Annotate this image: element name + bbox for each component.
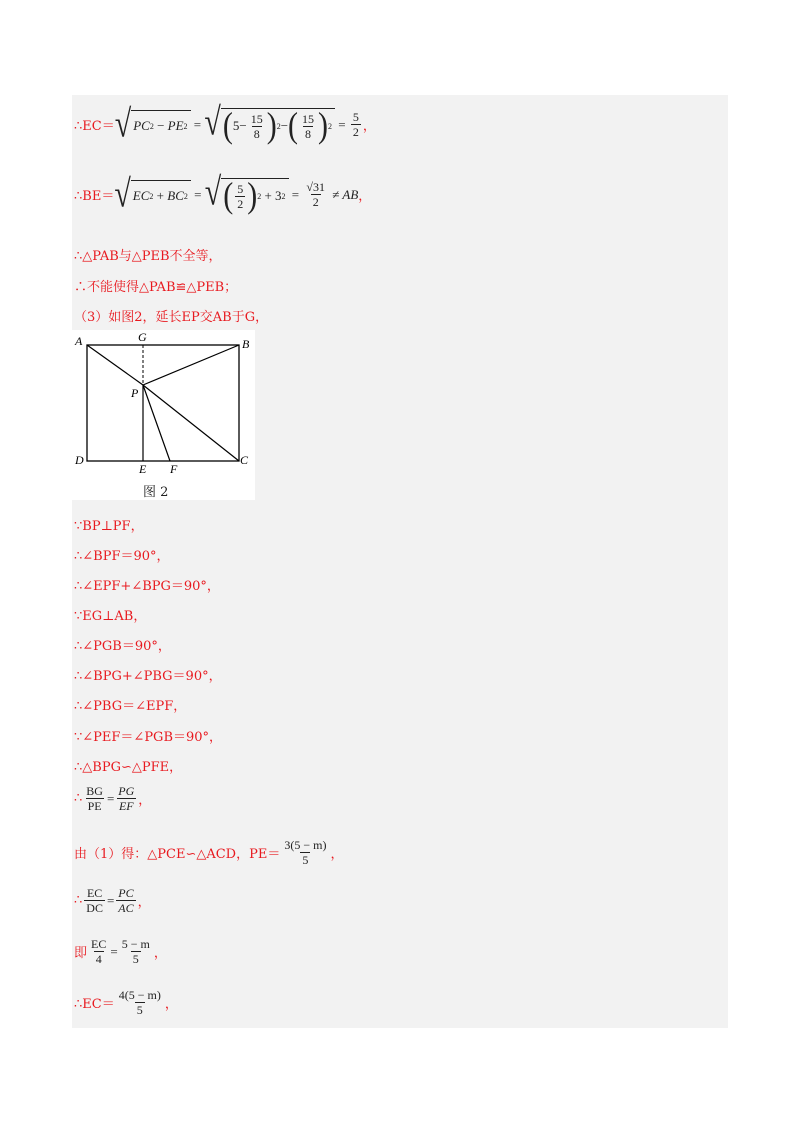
proof-line-4: ∵EG⊥AB， bbox=[74, 609, 147, 624]
proof-line-5: ∴∠PGB＝90°， bbox=[74, 639, 171, 654]
ie-line: 即 $\frac{EC}{4}$ = $\frac{5 - m}{5}$ ， bbox=[74, 937, 167, 966]
be-equation: ∴BE＝ √ EC 2 + BC 2 = √ ( $\frac{5}{2}$ ) 2 + 3 2 = $\frac{√31}{2}$ ≠ AB ， bbox=[74, 170, 372, 216]
be-sqrt: √ EC 2 + BC 2 = √ ( $\frac{5}{2}$ ) 2 + 3 2 = $\frac{√31}{2}$ ≠ AB bbox=[114, 170, 359, 216]
svg-text:A: A bbox=[75, 334, 83, 348]
svg-text:E: E bbox=[139, 462, 147, 476]
proof-line-1: ∵BP⊥PF， bbox=[74, 519, 144, 534]
svg-text:P: P bbox=[131, 386, 139, 400]
ratio-line-1: ∴ $\frac{BG}{PE}$ = $\frac{PG}{EF}$ ， bbox=[74, 784, 152, 813]
proof-line-6: ∴∠BPG+∠PBG＝90°， bbox=[74, 669, 222, 684]
ec-prefix: ∴EC＝ bbox=[74, 119, 115, 134]
figure-caption: 图 2 bbox=[143, 485, 169, 500]
from-part1-line: 由（1）得：△PCE∽△ACD，PE＝ $\frac{3(5 - m)}{5}$ ， bbox=[74, 838, 344, 867]
svg-text:B: B bbox=[242, 337, 250, 351]
proof-line-8: ∵∠PEF＝∠PGB＝90°， bbox=[74, 730, 223, 745]
ec-sqrt-1: √ PC 2 − PE 2 = √ ( 5 − $\frac{15}{8}$ ) 2 − ( $\frac{15}{8}$ ) 2 = $\frac{5}{2}$ bbox=[114, 100, 359, 146]
ratio-line-2: ∴ $\frac{EC}{DC}$ = $\frac{PC}{AC}$ ， bbox=[74, 886, 151, 915]
geometry-diagram bbox=[72, 330, 255, 500]
part3-line: （3）如图2，延长EP交AB于G， bbox=[74, 310, 269, 325]
proof-line-2: ∴∠BPF＝90°， bbox=[74, 549, 170, 564]
ec-equation: ∴EC＝ √ PC 2 − PE 2 = √ ( 5 − $\frac{15}{8}$ ) 2 − ( $\frac{15}{8}$ ) 2 = $\frac{5}{2}$ ， bbox=[74, 100, 376, 146]
proof-line-3: ∴∠EPF+∠BPG＝90°， bbox=[74, 579, 220, 594]
svg-text:C: C bbox=[240, 453, 249, 467]
svg-text:G: G bbox=[138, 330, 147, 344]
be-prefix: ∴BE＝ bbox=[74, 189, 115, 204]
figure-2 bbox=[72, 330, 255, 500]
svg-text:D: D bbox=[75, 453, 84, 467]
cannot-line: ∴不能使得△PAB≌△PEB； bbox=[74, 280, 238, 295]
proof-line-9: ∴△BPG∽△PFE， bbox=[74, 760, 183, 775]
svg-text:F: F bbox=[170, 462, 178, 476]
solution-panel bbox=[72, 95, 728, 1028]
not-congruent-line: ∴△PAB与△PEB不全等， bbox=[74, 249, 222, 264]
proof-line-7: ∴∠PBG＝∠EPF， bbox=[74, 699, 187, 714]
ec-final-line: ∴EC＝ $\frac{4(5 - m)}{5}$ ， bbox=[74, 988, 178, 1017]
